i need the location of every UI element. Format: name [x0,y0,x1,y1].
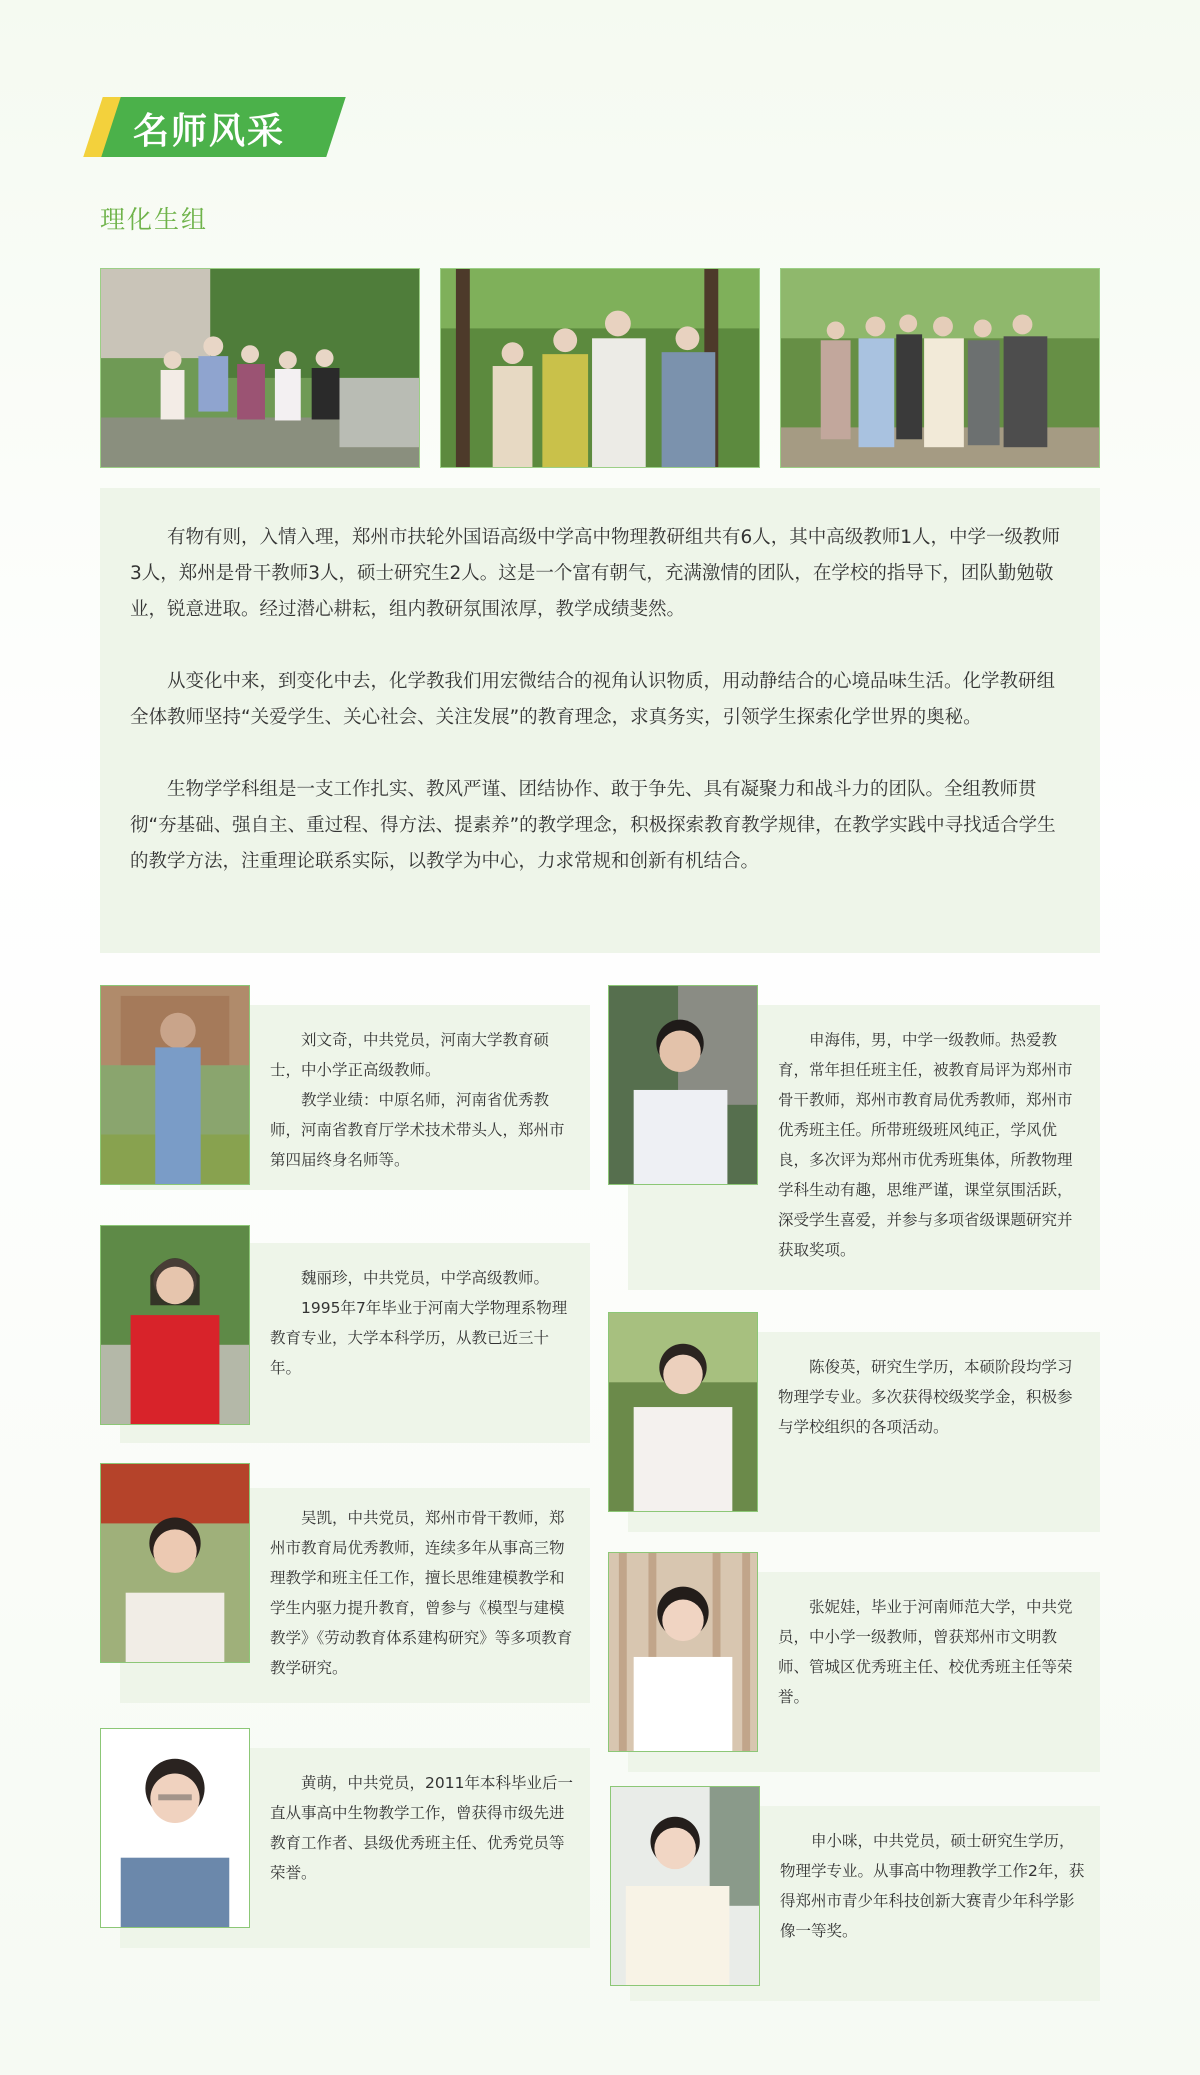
teacher-photo [100,985,250,1185]
teacher-card [100,1728,590,1953]
teacher-card [608,1552,1100,1777]
teacher-bio: 申海伟，男，中学一级教师。热爱教育，常年担任班主任，被教育局评为郑州市骨干教师，郑州市教育局优秀教师，郑州市优秀班主任。所带班级班风纯正，学风优良，多次评为郑州市优秀班集体，所教物理学科生动有趣，思维严谨，课堂氛围活跃，深受学生喜爱，并参与多项省级课题研究并获取奖项。 [778,1031,1073,1259]
teacher-bio: 陈俊英，研究生学历，本硕阶段均学习物理学专业。多次获得校级奖学金，积极参与学校组织的各项活动。 [778,1358,1073,1436]
teacher-photo [100,1463,250,1663]
teacher-card [610,1786,1100,2006]
teacher-bio: 魏丽珍，中共党员，中学高级教师。 1995年7年毕业于河南大学物理系物理教育专业，大学本科学历，从教已近三十年。 [270,1269,568,1377]
group-photo-1 [100,268,420,468]
teacher-bio: 刘文奇，中共党员，河南大学教育硕士，中小学正高级教师。 教学业绩：中原名师，河南省优秀教师，河南省教育厅学术技术带头人，郑州市第四届终身名师等。 [270,1031,565,1169]
group-photo-3 [780,268,1100,468]
teacher-card [100,1463,590,1708]
teacher-bio: 申小咪，中共党员，硕士研究生学历，物理学专业。从事高中物理教学工作2年，获得郑州市青少年科技创新大赛青少年科学影像一等奖。 [780,1832,1085,1940]
teacher-card [100,1225,590,1445]
teacher-photo [100,1728,250,1928]
teacher-card [608,1312,1100,1537]
group-photo-2 [440,268,760,468]
teacher-card [100,985,590,1210]
teacher-bio: 吴凯，中共党员，郑州市骨干教师，郑州市教育局优秀教师，连续多年从事高三物理教学和班主任工作，擅长思维建模教学和学生内驱力提升教育，曾参与《模型与建模教学》《劳动教育体系建构研究》等多项教育教学研究。 [270,1509,573,1677]
intro-paragraph-biology: 生物学学科组是一支工作扎实、教风严谨、团结协作、敢于争先、具有凝聚力和战斗力的团队。全组教师贯彻“夯基础、强自主、重过程、得方法、提素养”的教学理念，积极探索教育教学规律，在教学实践中寻找适合学生的教学方法，注重理论联系实际，以教学为中心，力求常规和创新有机结合。 [130,779,1056,872]
teacher-photo [608,1312,758,1512]
teacher-photo [608,1552,758,1752]
intro-panel [100,488,1100,953]
intro-paragraph-chemistry: 从变化中来，到变化中去，化学教我们用宏微结合的视角认识物质，用动静结合的心境品味生活。化学教研组全体教师坚持“关爱学生、关心社会、关注发展”的教育理念，求真务实，引领学生探索化学世界的奥秘。 [130,671,1056,728]
teacher-card [608,985,1100,1295]
teacher-photo [100,1225,250,1425]
section-subtitle: 理化生组 [100,205,209,234]
teacher-bio: 张妮娃，毕业于河南师范大学，中共党员，中小学一级教师，曾获郑州市文明教师、管城区优秀班主任、校优秀班主任等荣誉。 [778,1598,1073,1706]
section-title: 名师风采 [133,111,286,152]
teacher-photo [608,985,758,1185]
section-banner [93,97,343,157]
teacher-photo [610,1786,760,1986]
intro-paragraph-physics: 有物有则，入情入理，郑州市扶轮外国语高级中学高中物理教研组共有6人，其中高级教师1人，中学一级教师3人，郑州是骨干教师3人，硕士研究生2人。这是一个富有朝气，充满激情的团队，在学校的指导下，团队勤勉敬业，锐意进取。经过潜心耕耘，组内教研氛围浓厚，教学成绩斐然。 [130,527,1061,620]
teacher-bio: 黄萌，中共党员，2011年本科毕业后一直从事高中生物教学工作，曾获得市级先进教育工作者、县级优秀班主任、优秀党员等荣誉。 [270,1774,573,1882]
